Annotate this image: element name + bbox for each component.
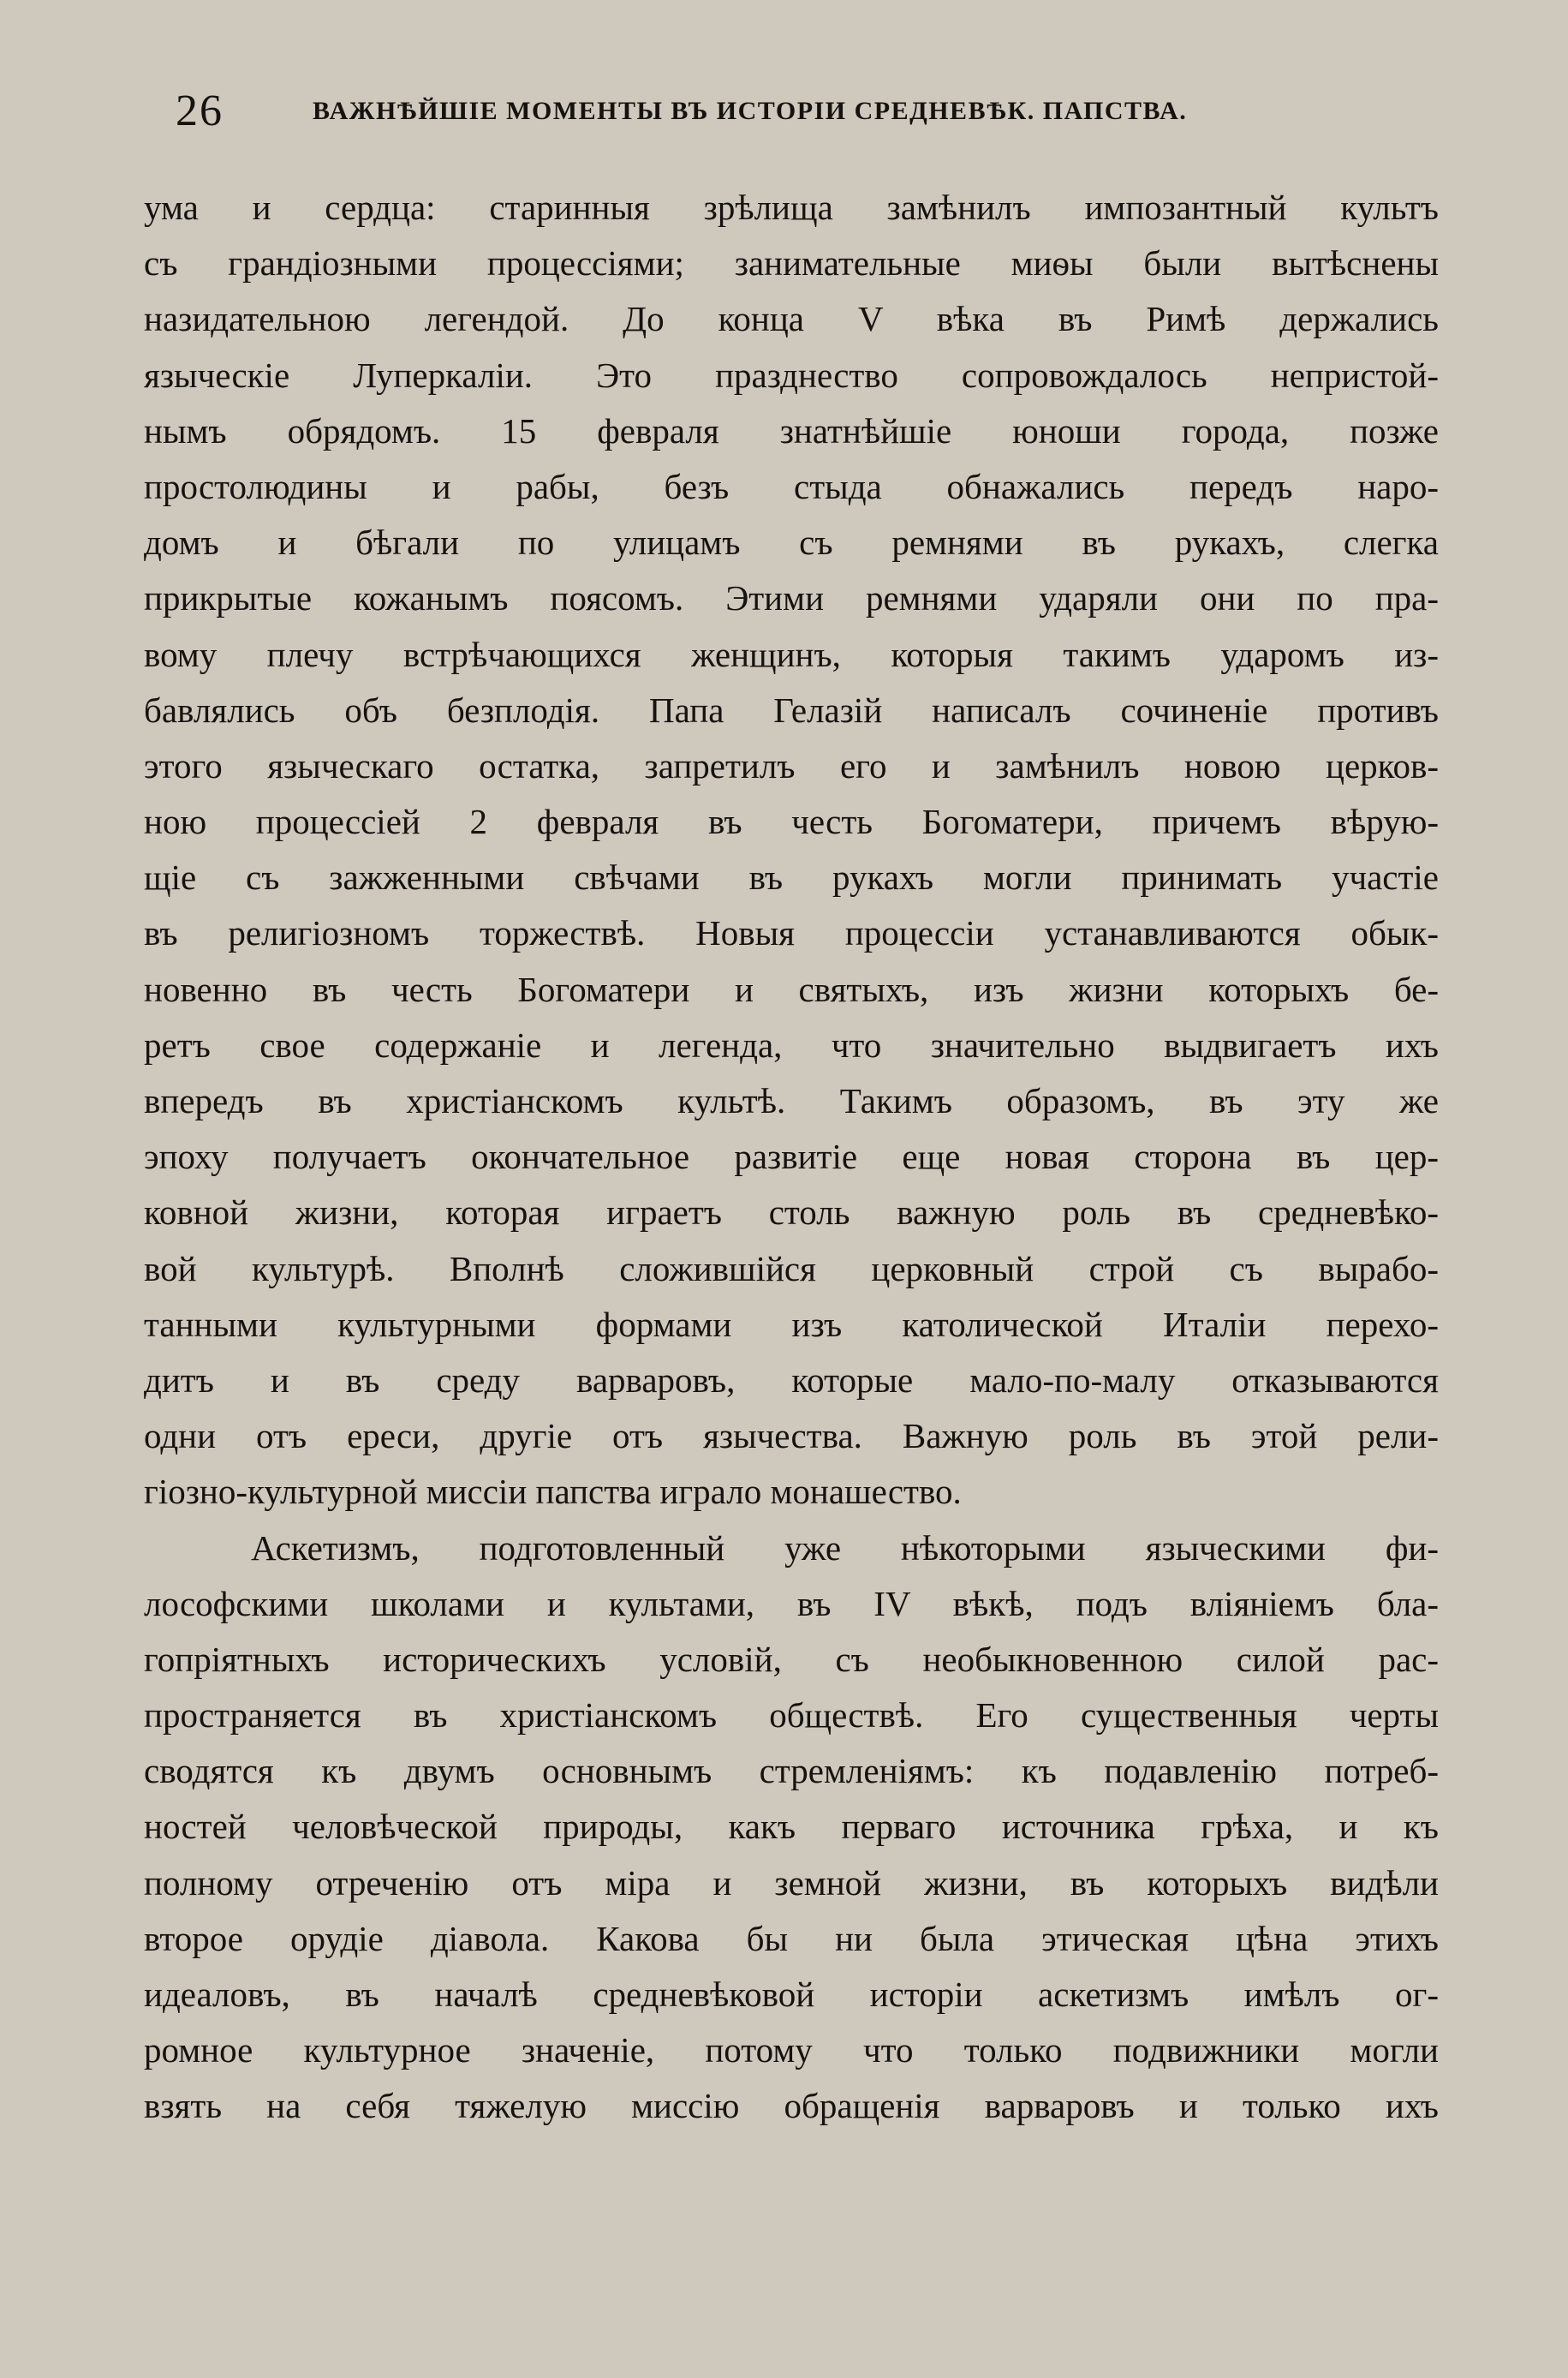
text-line: ретъ свое содержаніе и легенда, что значительно выдвигаетъ ихъ (144, 1025, 1439, 1065)
text-line: идеаловъ, въ началѣ средневѣковой исторіи аскетизмъ имѣлъ ог- (144, 1975, 1439, 2014)
text-line: вому плечу встрѣчающихся женщинъ, которыя такимъ ударомъ из- (144, 634, 1439, 674)
text-line: второе орудіе діавола. Какова бы ни была этическая цѣна этихъ (144, 1918, 1439, 1958)
text-line: этого языческаго остатка, запретилъ его и замѣнилъ новою церков- (144, 745, 1439, 786)
text-line: бавлялись объ безплодія. Папа Гелазій написалъ сочиненіе противъ (144, 690, 1439, 730)
text-line: впередъ въ христіанскомъ культѣ. Такимъ образомъ, въ эту же (144, 1081, 1439, 1120)
text-line: гопріятныхъ историческихъ условій, съ необыкновенною силой рас- (144, 1639, 1439, 1679)
text-line: съ грандіозными процессіями; занимательные миѳы были вытѣснены (144, 243, 1439, 284)
paragraph-1 (144, 180, 1439, 1521)
text-line: ностей человѣческой природы, какъ перваго источника грѣха, и къ (144, 1807, 1439, 1847)
text-line: одни отъ ереси, другіе отъ язычества. Важную роль въ этой рели- (144, 1416, 1439, 1456)
text-line: Аскетизмъ, подготовленный уже нѣкоторыми языческими фи- (251, 1527, 1439, 1568)
paragraph-2 (144, 1521, 1439, 2135)
text-line: ромное культурное значеніе, потому что только подвижники могли (144, 2030, 1439, 2070)
text-line: эпоху получаетъ окончательное развитіе еще новая сторона въ цер- (144, 1137, 1439, 1177)
text-line: новенно въ честь Богоматери и святыхъ, изъ жизни которыхъ бе- (144, 969, 1439, 1009)
text-line: полному отреченію отъ міра и земной жизни, въ которыхъ видѣли (144, 1862, 1439, 1903)
text-line: ною процессіей 2 февраля въ честь Богоматери, причемъ вѣрую- (144, 802, 1439, 842)
text-line: дитъ и въ среду варваровъ, которые мало-по-малу отказываются (144, 1359, 1439, 1400)
text-line: прикрытые кожанымъ поясомъ. Этими ремнями ударяли они по пра- (144, 578, 1439, 618)
text-line: щіе съ зажженными свѣчами въ рукахъ могли принимать участіе (144, 857, 1439, 898)
running-title: ВАЖНѢЙШІЕ МОМЕНТЫ ВЪ ИСТОРІИ СРЕДНЕВѢК. ПАПСТВА. (313, 97, 1188, 125)
body-text (144, 180, 1439, 2135)
text-line: танными культурными формами изъ католической Италіи перехо- (144, 1304, 1439, 1344)
text-line: взять на себя тяжелую миссію обращенія варваровъ и только ихъ (144, 2086, 1439, 2126)
text-line: ума и сердца: старинныя зрѣлища замѣнилъ импозантный культъ (144, 188, 1439, 227)
text-line: простолюдины и рабы, безъ стыда обнажались передъ наро- (144, 466, 1439, 506)
text-line: языческіе Луперкаліи. Это празднество сопровождалось непристой- (144, 355, 1439, 395)
text-line: нымъ обрядомъ. 15 февраля знатнѣйшіе юноши города, позже (144, 410, 1439, 451)
text-line: гіозно-культурной миссіи папства играло монашество. (144, 1472, 962, 1512)
text-line: ковной жизни, которая играетъ столь важную роль въ средневѣко- (144, 1192, 1439, 1233)
text-line: сводятся къ двумъ основнымъ стремленіямъ: къ подавленію потреб- (144, 1751, 1439, 1791)
text-line: вой культурѣ. Вполнѣ сложившійся церковный строй съ вырабо- (144, 1248, 1439, 1288)
text-line: въ религіозномъ торжествѣ. Новыя процессіи устанавливаются обык- (144, 913, 1439, 953)
text-line: лософскими школами и культами, въ IV вѣкѣ, подъ вліяніемъ бла- (144, 1583, 1439, 1623)
page-number: 26 (176, 87, 224, 135)
text-line: назидательною легендой. До конца V вѣка въ Римѣ держались (144, 299, 1439, 339)
text-line: домъ и бѣгали по улицамъ съ ремнями въ рукахъ, слегка (144, 523, 1439, 563)
text-line: пространяется въ христіанскомъ обществѣ. Его существенныя черты (144, 1695, 1439, 1736)
page-header (176, 86, 1315, 137)
